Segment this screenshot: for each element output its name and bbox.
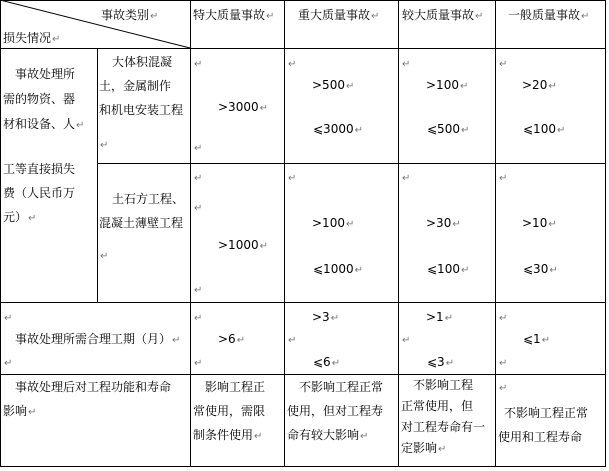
period-value-cat3-lower: >1↵: [426, 310, 454, 324]
earthwork-value-cat4-lower: >10↵: [522, 216, 557, 230]
earthwork-value-cat1: >1000↵: [218, 238, 268, 252]
para-mark: ↵: [100, 251, 109, 262]
subrow-divider: [97, 163, 606, 164]
period-value-cat2-upper: ⩽6↵: [313, 355, 341, 369]
concrete-value-cat3-upper: ⩽500↵: [427, 122, 470, 136]
para-mark: ↵: [194, 203, 203, 214]
header-category-3: 较大质量事故↵: [402, 8, 484, 22]
para-mark: ↵: [499, 358, 508, 369]
para-mark: ↵: [194, 59, 203, 70]
table-border-left: [0, 0, 1, 467]
earthwork-value-cat3-lower: >30↵: [426, 216, 461, 230]
period-label: 事故处理所需合理工期（月）↵: [15, 332, 181, 346]
impact-value-cat4: ↵ 不影响工程正常 使用和工程寿命: [498, 383, 589, 444]
header-category-4: 一般质量事故↵: [508, 8, 590, 22]
para-mark: ↵: [194, 313, 203, 324]
table-border-right: [605, 0, 606, 467]
para-mark: ↵: [194, 143, 203, 154]
concrete-value-cat4-upper: ⩽100↵: [523, 122, 566, 136]
para-mark: ↵: [4, 313, 13, 324]
period-value-cat2-lower: >3↵: [312, 310, 340, 324]
label-column-divider: [97, 48, 98, 303]
earthwork-value-cat3-upper: ⩽100↵: [427, 262, 470, 276]
corner-loss-label: 损失情况↵: [3, 31, 61, 45]
concrete-value-cat4-lower: >20↵: [522, 78, 557, 92]
period-value-cat1: >6↵: [218, 332, 246, 346]
table-border-bottom: [0, 466, 606, 467]
para-mark: ↵: [194, 285, 203, 296]
direct-loss-label: 事故处理所 需的物资、器 材和设备、人↵ 工等直接损失 费（人民币万 元）↵: [3, 67, 85, 224]
period-value-cat3-upper: ⩽3↵: [427, 355, 455, 369]
para-mark: ↵: [288, 335, 297, 346]
earthwork-value-cat2-upper: ⩽1000↵: [313, 262, 363, 276]
column-divider-4: [495, 0, 496, 467]
period-value-cat4: ⩽1↵: [523, 332, 551, 346]
impact-value-cat2: 不影响工程正常 使用，但对工程寿 命有较大影响↵: [287, 380, 384, 442]
concrete-value-cat3-lower: >100↵: [426, 78, 469, 92]
earthwork-sub-label: 土石方工程、 混凝土薄壁工程: [99, 192, 185, 230]
para-mark: ↵: [4, 358, 13, 369]
impact-value-cat1: 影响工程正 常使用，需限 制条件使用↵: [193, 380, 266, 442]
impact-value-cat3: 不影响工程 正常使用，但 对工程寿命有一 定影响↵: [401, 378, 486, 455]
earthwork-value-cat4-upper: ⩽30↵: [523, 262, 558, 276]
para-mark: ↵: [194, 173, 203, 184]
para-mark: ↵: [499, 59, 508, 70]
header-category-1: 特大质量事故↵: [193, 8, 275, 22]
corner-category-label: 事故类别↵: [101, 8, 159, 22]
impact-label: 事故处理后对工程功能和寿命 影响↵: [3, 380, 172, 418]
para-mark: ↵: [100, 140, 109, 151]
column-divider-3: [398, 0, 399, 467]
concrete-value-cat2-upper: ⩽3000↵: [313, 122, 363, 136]
para-mark: ↵: [402, 335, 411, 346]
header-category-2: 重大质量事故↵: [298, 8, 380, 22]
para-mark: ↵: [499, 313, 508, 324]
para-mark: ↵: [288, 59, 297, 70]
concrete-value-cat1: >3000↵: [218, 100, 268, 114]
concrete-value-cat2-lower: >500↵: [312, 78, 355, 92]
earthwork-value-cat2-lower: >100↵: [312, 216, 355, 230]
para-mark: ↵: [194, 358, 203, 369]
column-divider-2: [284, 0, 285, 467]
para-mark: ↵: [288, 173, 297, 184]
period-row-top: [0, 302, 606, 303]
concrete-sub-label: 大体积混凝 土，金属制作 和机电安装工程: [99, 55, 184, 117]
para-mark: ↵: [402, 173, 411, 184]
para-mark: ↵: [402, 59, 411, 70]
para-mark: ↵: [499, 173, 508, 184]
